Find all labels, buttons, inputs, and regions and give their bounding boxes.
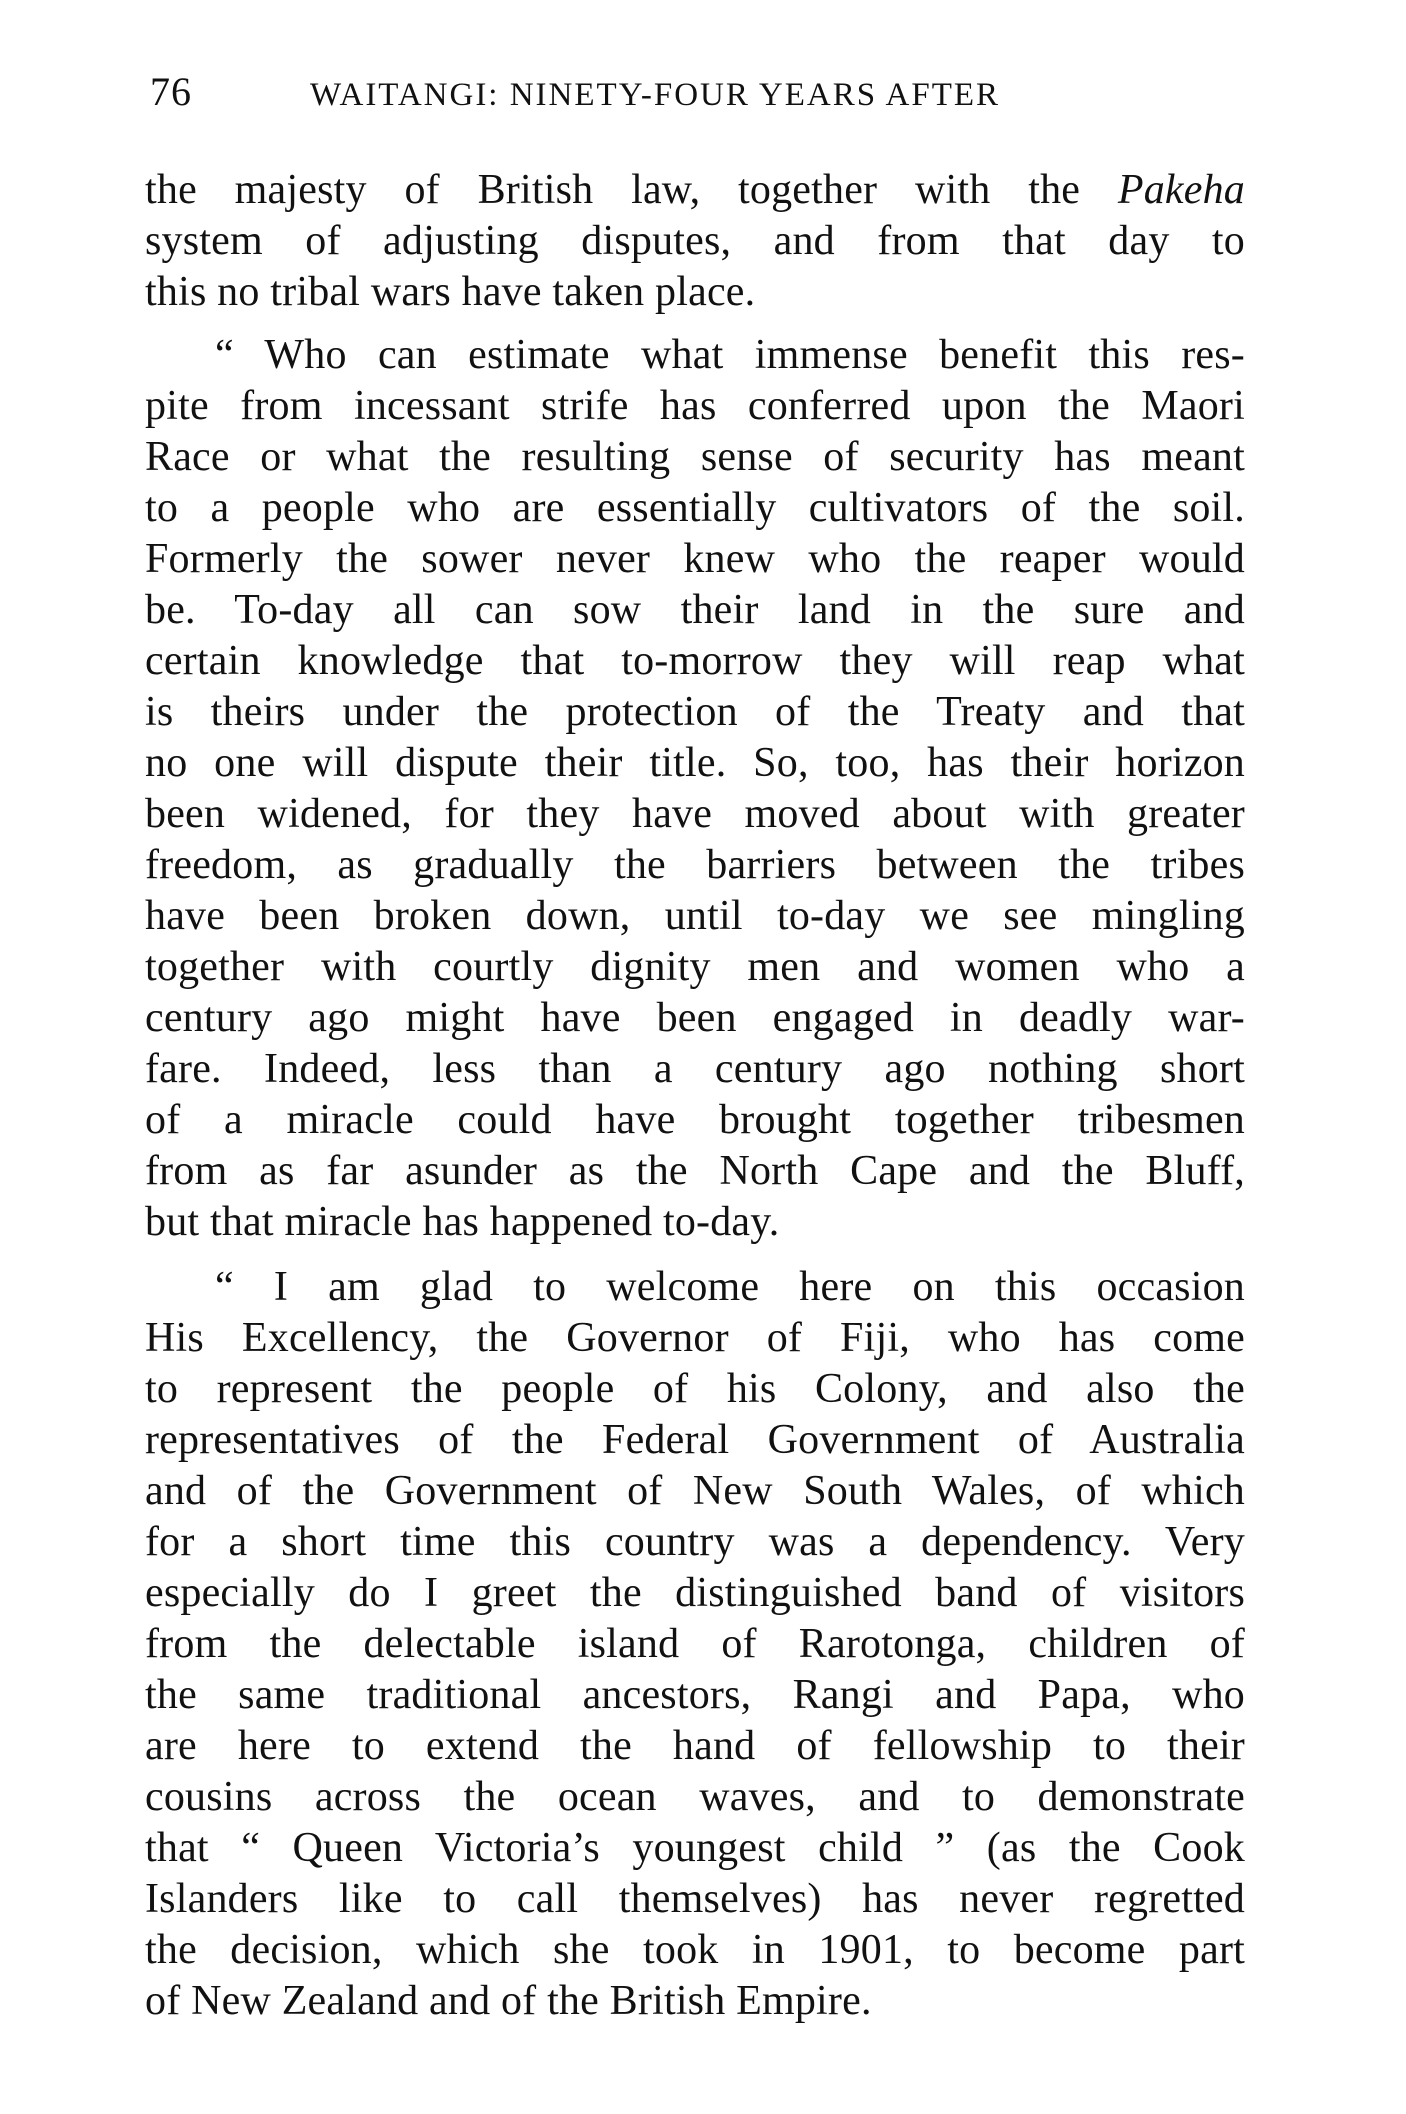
text-line: are here to extend the hand of fellowship to their (145, 1723, 1245, 1769)
text-line: fare. Indeed, less than a century ago nothing short (145, 1046, 1245, 1092)
text-line: freedom, as gradually the barriers between the tribes (145, 842, 1245, 888)
text-line: cousins across the ocean waves, and to demonstrate (145, 1774, 1245, 1820)
paragraph (145, 330, 1245, 1248)
text-line: of New Zealand and of the British Empire. (145, 1978, 872, 2024)
text-line: system of adjusting disputes, and from that day to (145, 218, 1245, 264)
text-line: “ I am glad to welcome here on this occasion (215, 1264, 1245, 1310)
page-number: 76 (150, 69, 192, 114)
text-line: to represent the people of his Colony, and also the (145, 1366, 1245, 1412)
text-line: pite from incessant strife has conferred upon the Maori (145, 383, 1245, 429)
text-line: be. To-day all can sow their land in the sure and (145, 587, 1245, 633)
text-line: century ago might have been engaged in deadly war- (145, 995, 1245, 1041)
text-line: been widened, for they have moved about with greater (145, 791, 1245, 837)
text-line: from the delectable island of Rarotonga, children of (145, 1621, 1245, 1667)
text-line: that “ Queen Victoria’s youngest child ” (as the Cook (145, 1825, 1245, 1871)
italic-word: Pakeha (1117, 167, 1245, 213)
text-line: but that miracle has happened to-day. (145, 1199, 780, 1245)
text-line: is theirs under the protection of the Treaty and that (145, 689, 1245, 735)
paragraph-continuation (145, 165, 1245, 318)
text-line: from as far asunder as the North Cape and the Bluff, (145, 1148, 1245, 1194)
text-line: together with courtly dignity men and women who a (145, 944, 1245, 990)
text-line: for a short time this country was a dependency. Very (145, 1519, 1245, 1565)
text-line: “ Who can estimate what immense benefit this res- (215, 332, 1245, 378)
text-line: Race or what the resulting sense of security has meant (145, 434, 1245, 480)
text-line: and of the Government of New South Wales, of which (145, 1468, 1245, 1514)
text-line: the majesty of British law, together with the Pakeha (145, 167, 1245, 213)
text-line: to a people who are essentially cultivators of the soil. (145, 485, 1245, 531)
text-line: His Excellency, the Governor of Fiji, who has come (145, 1315, 1245, 1361)
text-line: no one will dispute their title. So, too, has their horizon (145, 740, 1245, 786)
text-line: the same traditional ancestors, Rangi and Papa, who (145, 1672, 1245, 1718)
running-head (150, 68, 1250, 128)
text-line: representatives of the Federal Government of Australia (145, 1417, 1245, 1463)
text-line: certain knowledge that to-morrow they will reap what (145, 638, 1245, 684)
text-line: have been broken down, until to-day we see mingling (145, 893, 1245, 939)
text-line: the decision, which she took in 1901, to become part (145, 1927, 1245, 1973)
text-line: Formerly the sower never knew who the reaper would (145, 536, 1245, 582)
text-line: this no tribal wars have taken place. (145, 269, 756, 315)
running-title: WAITANGI: NINETY-FOUR YEARS AFTER (310, 77, 1001, 113)
text-line: of a miracle could have brought together tribesmen (145, 1097, 1245, 1143)
body-text (145, 165, 1245, 2027)
text-line: especially do I greet the distinguished band of visitors (145, 1570, 1245, 1616)
paragraph (145, 1262, 1245, 2027)
text-line: Islanders like to call themselves) has never regretted (145, 1876, 1245, 1922)
